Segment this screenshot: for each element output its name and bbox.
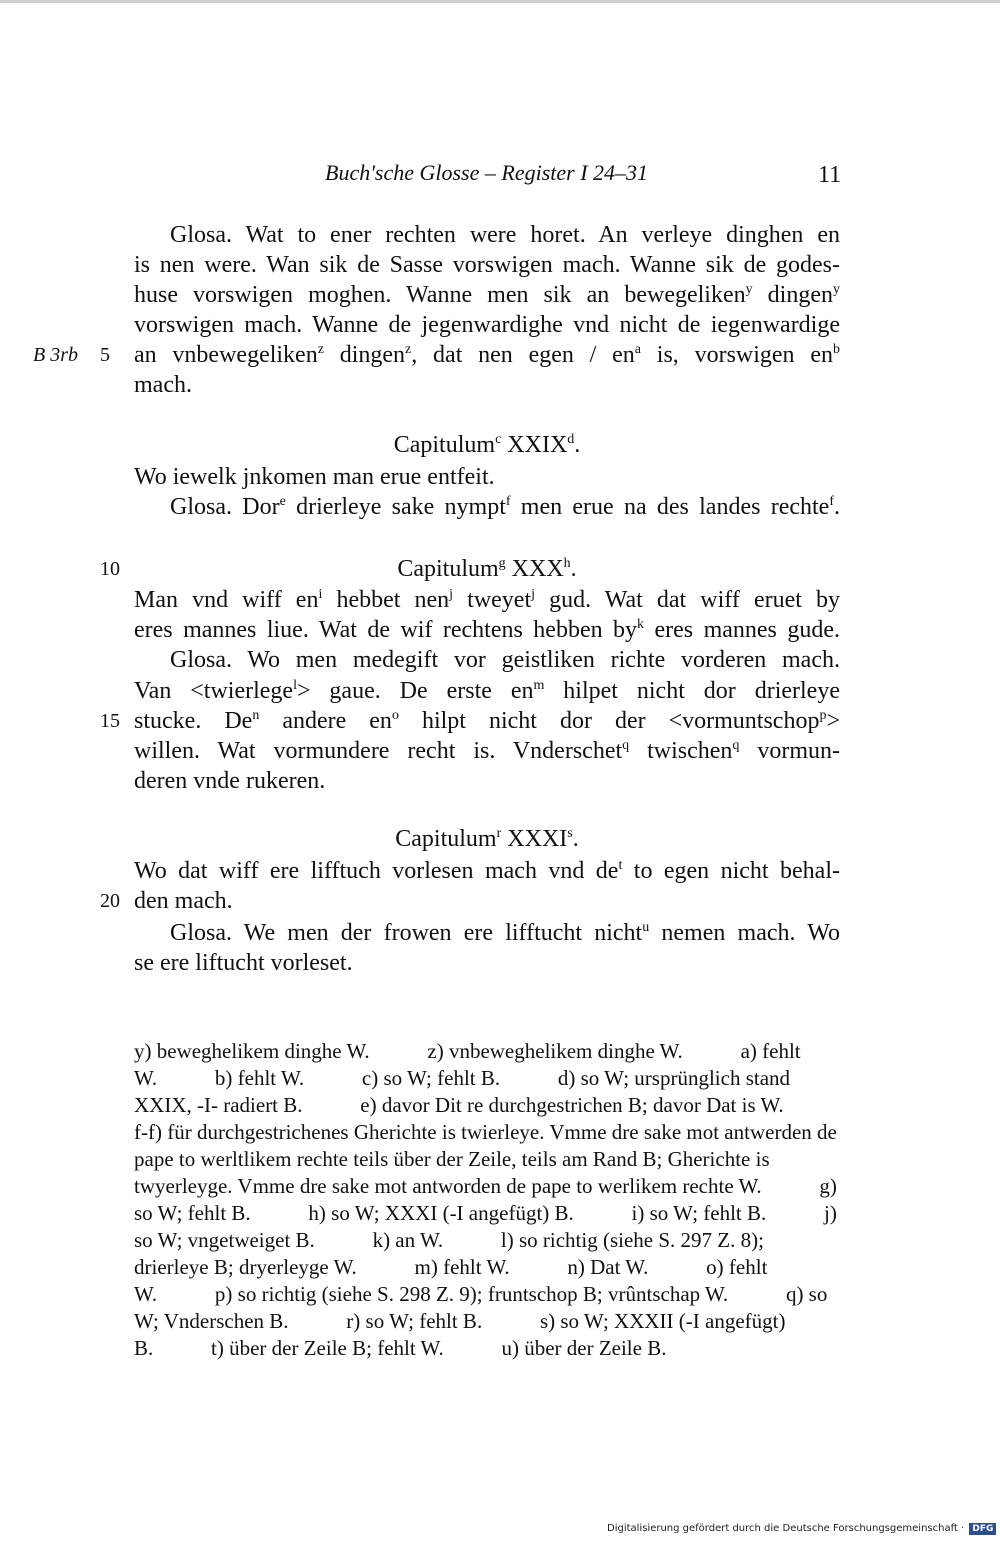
line-number-15: 15 (100, 710, 120, 732)
running-title: Buch'sche Glosse – Register I 24–31 (325, 160, 649, 185)
footnote: t) über der Zeile B; fehlt W. (211, 1336, 444, 1360)
text-line: deren vnde rukeren. (134, 768, 326, 794)
text-line: huse vorswigen moghen. Wanne men sik an bewegeliken$^y$ dingen$^y$ (134, 282, 840, 308)
footnote: m) fehlt W. (414, 1255, 510, 1279)
footnote: d) so W; ursprünglich stand XXIX, -I- radiert B. (134, 1066, 791, 1117)
footnote: o) fehlt W. (134, 1255, 768, 1306)
text-line: stucke. De$^n$ andere $en^o$ hilpt nicht dor der <vormuntschop$^p$> (134, 708, 841, 734)
text-line: se ere liftucht vorleset. (134, 950, 353, 976)
footnote: r) so W; fehlt B. (346, 1309, 483, 1333)
chapter-heading: Capitulum$^g$ XXX$^h$. (397, 556, 577, 582)
text-line: Van <twierlege$^l$> gaue. De erste $en^m$ hilpet nicht dor drierleye (134, 678, 840, 704)
footnote: y) beweghelikem dinghe W. (134, 1039, 370, 1063)
text-line: vorswigen mach. Wanne de jegenwardighe vnd nicht de iegenwardige (134, 312, 840, 338)
footnote: p) so richtig (siehe S. 298 Z. 9); fruntschop B; vrûntschap W. (214, 1282, 729, 1306)
footnote: u) über der Zeile B. (501, 1336, 667, 1360)
page-header (0, 160, 1000, 194)
footnote: g) so W; fehlt B. (134, 1174, 837, 1225)
text-line: Glosa. Dor$^e$ drierleye sake nympt$^f$ men erue na des landes rechte$^f$. (170, 494, 840, 520)
line-number-5: 5 (100, 344, 110, 366)
credit-text: Digitalisierung gefördert durch die Deutsche Forschungsgemeinschaft · (607, 1523, 965, 1534)
text-line: an vnbewegeliken$^z$ dingen$^z$, dat nen egen / $en^a$ is, vorswigen $en^b$ (134, 342, 840, 368)
footnote: i) so W; fehlt B. (631, 1201, 767, 1225)
footnote: s) so W; XXXII (-I angefügt) B. (134, 1309, 786, 1360)
margin-note: B 3rb (33, 344, 78, 366)
text-line: is nen were. Wan sik de Sasse vorswigen mach. Wanne sik de godes- (134, 252, 840, 278)
digitization-credit (607, 1523, 996, 1535)
footnote-apparatus (134, 1038, 840, 1362)
text-line: willen. Wat vormundere recht is. Vnderschet$^q$ twischen$^q$ vormun- (134, 738, 841, 764)
footnote: c) so W; fehlt B. (361, 1066, 501, 1090)
footnote: a) fehlt W. (134, 1039, 801, 1090)
footnote: b) fehlt W. (214, 1066, 305, 1090)
top-rule (0, 0, 1000, 3)
footnote: l) so richtig (siehe S. 297 Z. 8); drierleye B; dryerleyge W. (134, 1228, 764, 1279)
line-number-20: 20 (100, 890, 120, 912)
footnote: f-f) für durchgestrichenes Gherichte is twierleye. Vmme dre sake mot antwerden de pape to werltlikem rechte teils über der Zeile, teils am Rand B; Gherichte is twyerleyge. Vmme dre sake mot antworden de pape to werlikem rechte W. (134, 1120, 837, 1198)
chapter-summary: Wo dat wiff ere lifftuch vorlesen mach vnd $de^t$ to egen nicht behal- (134, 858, 840, 884)
footnote: q) so W; Vnderschen B. (134, 1282, 828, 1333)
text-line: mach. (134, 372, 192, 398)
chapter-summary: Wo iewelk jnkomen man erue entfeit. (134, 464, 495, 490)
chapter-summary: eres mannes liue. Wat de wif rechtens hebben $by^k$ eres mannes gude. (134, 617, 840, 643)
text-line: Glosa. Wat to ener rechten were horet. An verleye dinghen en (170, 222, 840, 248)
text-line: Glosa. Wo men medegift vor geistliken richte vorderen mach. (170, 647, 840, 673)
footnote: z) vnbeweghelikem dinghe W. (427, 1039, 683, 1063)
footnote: n) Dat W. (567, 1255, 649, 1279)
page-number: 11 (818, 162, 842, 188)
chapter-summary: Man vnd wiff $en^i$ hebbet nen$^j$ tweyet$^j$ gud. Wat dat wiff eruet by (134, 587, 841, 613)
chapter-heading: Capitulum$^c$ XXIX$^d$. (393, 432, 581, 458)
chapter-summary: den mach. (134, 888, 233, 914)
line-number-10: 10 (100, 558, 120, 580)
chapter-heading: Capitulum$^r$ XXXI$^s$. (395, 826, 579, 852)
footnote: e) davor Dit re durchgestrichen B; davor Dat is W. (360, 1093, 784, 1117)
text-line: Glosa. We men der frowen ere lifftucht nicht$^u$ nemen mach. Wo (170, 920, 840, 946)
footnote: k) an W. (372, 1228, 444, 1252)
footnote: h) so W; XXXI (-I angefügt) B. (308, 1201, 574, 1225)
footnote: j) so W; vngetweiget B. (134, 1201, 837, 1252)
dfg-logo: DFG (969, 1523, 996, 1535)
